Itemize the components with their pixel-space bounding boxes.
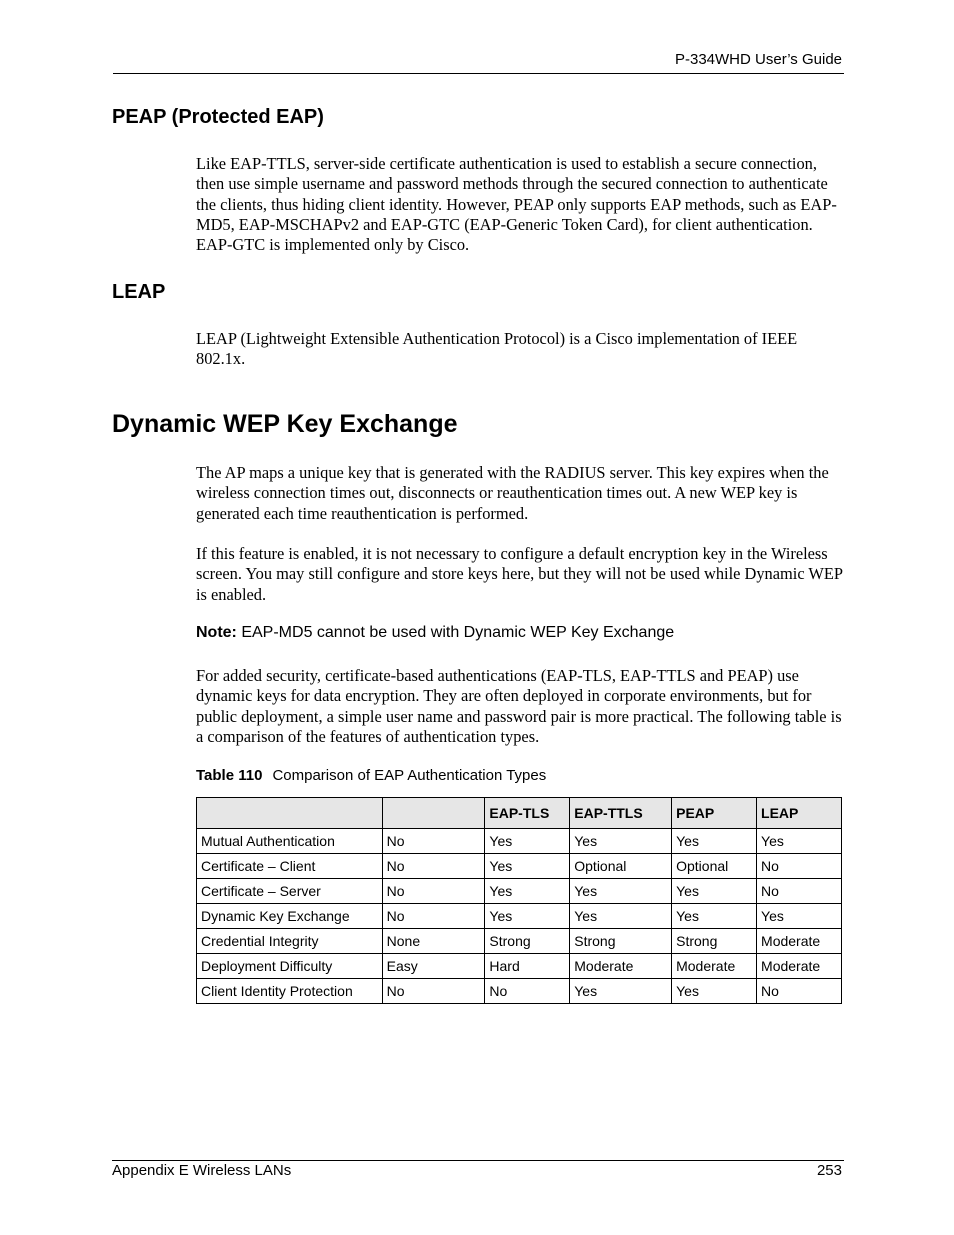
table-cell: Yes <box>485 854 570 879</box>
table-cell: Yes <box>570 904 672 929</box>
table-header-cell: EAP-TTLS <box>570 798 672 829</box>
table-cell: Easy <box>382 954 485 979</box>
running-header: P-334WHD User’s Guide <box>675 51 842 68</box>
table-cell: Yes <box>485 904 570 929</box>
table-cell: Yes <box>570 979 672 1004</box>
table-cell: Certificate – Client <box>197 854 383 879</box>
table-row <box>197 854 842 879</box>
table-cell: Yes <box>672 829 757 854</box>
table-row <box>197 829 842 854</box>
table-caption-text: Comparison of EAP Authentication Types <box>272 767 547 784</box>
table-caption <box>196 767 546 784</box>
table-cell: Optional <box>570 854 672 879</box>
paragraph-dynamic-wep-3: For added security, certificate-based authentications (EAP-TLS, EAP-TTLS and PEAP) use dynamic keys for data encryption. They are often deployed in corporate environments, but for public deployment, a simple user name and password pair is more practical. The following table is a comparison of the features of authentication types. <box>196 666 842 746</box>
table-cell: Yes <box>757 904 842 929</box>
table-cell: Yes <box>570 879 672 904</box>
heading-dynamic-wep: Dynamic WEP Key Exchange <box>112 410 458 438</box>
table-cell: Yes <box>672 879 757 904</box>
table-row <box>197 929 842 954</box>
table-cell: Strong <box>570 929 672 954</box>
paragraph-peap: Like EAP-TTLS, server-side certificate authentication is used to establish a secure connection, then use simple username and password methods through the secured connection to authenticate the clients, thus hiding client identity. However, PEAP only supports EAP methods, such as EAP-MD5, EAP-MSCHAPv2 and EAP-GTC (EAP-Generic Token Card), for client authentication. EAP-GTC is implemented only by Cisco. <box>196 154 837 255</box>
table-cell: Yes <box>672 904 757 929</box>
table-cell: Credential Integrity <box>197 929 383 954</box>
table-row <box>197 904 842 929</box>
table-cell: Yes <box>485 879 570 904</box>
table-cell: No <box>382 904 485 929</box>
table-cell: Certificate – Server <box>197 879 383 904</box>
note-text: EAP-MD5 cannot be used with Dynamic WEP Key Exchange <box>236 624 675 641</box>
table-cell: Moderate <box>570 954 672 979</box>
table-header-cell: PEAP <box>672 798 757 829</box>
comparison-table <box>196 797 842 1004</box>
table-cell: Deployment Difficulty <box>197 954 383 979</box>
header-rule <box>113 73 844 74</box>
table-cell: Yes <box>757 829 842 854</box>
table-row <box>197 879 842 904</box>
page-number: 253 <box>816 1162 842 1179</box>
table-cell: No <box>485 979 570 1004</box>
note <box>196 624 674 642</box>
heading-leap: LEAP <box>112 281 166 303</box>
table-cell: Optional <box>672 854 757 879</box>
table-cell: Moderate <box>757 954 842 979</box>
table-cell: Dynamic Key Exchange <box>197 904 383 929</box>
table-cell: Moderate <box>672 954 757 979</box>
table-header-cell <box>382 798 485 829</box>
table-row <box>197 979 842 1004</box>
table-cell: Strong <box>672 929 757 954</box>
table-cell: No <box>757 854 842 879</box>
table-header-cell: LEAP <box>757 798 842 829</box>
table-cell: Mutual Authentication <box>197 829 383 854</box>
heading-peap: PEAP (Protected EAP) <box>112 106 324 128</box>
table-cell: Hard <box>485 954 570 979</box>
table-cell: Client Identity Protection <box>197 979 383 1004</box>
table-cell: Moderate <box>757 929 842 954</box>
table-cell: No <box>757 979 842 1004</box>
footer-rule <box>112 1160 844 1161</box>
paragraph-dynamic-wep-1: The AP maps a unique key that is generated with the RADIUS server. This key expires when the wireless connection times out, disconnects or reauthentication times out. A new WEP key is generated each time reauthentication is performed. <box>196 463 829 523</box>
table-cell: Yes <box>570 829 672 854</box>
table-cell: None <box>382 929 485 954</box>
table-header-cell <box>197 798 383 829</box>
table-cell: No <box>382 854 485 879</box>
paragraph-leap: LEAP (Lightweight Extensible Authentication Protocol) is a Cisco implementation of IEEE 802.1x. <box>196 329 798 369</box>
table-cell: No <box>757 879 842 904</box>
table-row <box>197 954 842 979</box>
table-cell: No <box>382 879 485 904</box>
footer-section-title: Appendix E Wireless LANs <box>112 1162 292 1179</box>
table-cell: No <box>382 979 485 1004</box>
table-cell: No <box>382 829 485 854</box>
note-label: Note: <box>196 624 237 641</box>
table-cell: Yes <box>485 829 570 854</box>
table-header-cell: EAP-TLS <box>485 798 570 829</box>
paragraph-dynamic-wep-2: If this feature is enabled, it is not necessary to configure a default encryption key in the Wireless screen. You may still configure and store keys here, but they will not be used while Dynamic WEP is enabled. <box>196 544 843 604</box>
table-caption-number: Table 110 <box>196 767 263 784</box>
table-cell: Strong <box>485 929 570 954</box>
table-header-row <box>197 798 842 829</box>
table-cell: Yes <box>672 979 757 1004</box>
